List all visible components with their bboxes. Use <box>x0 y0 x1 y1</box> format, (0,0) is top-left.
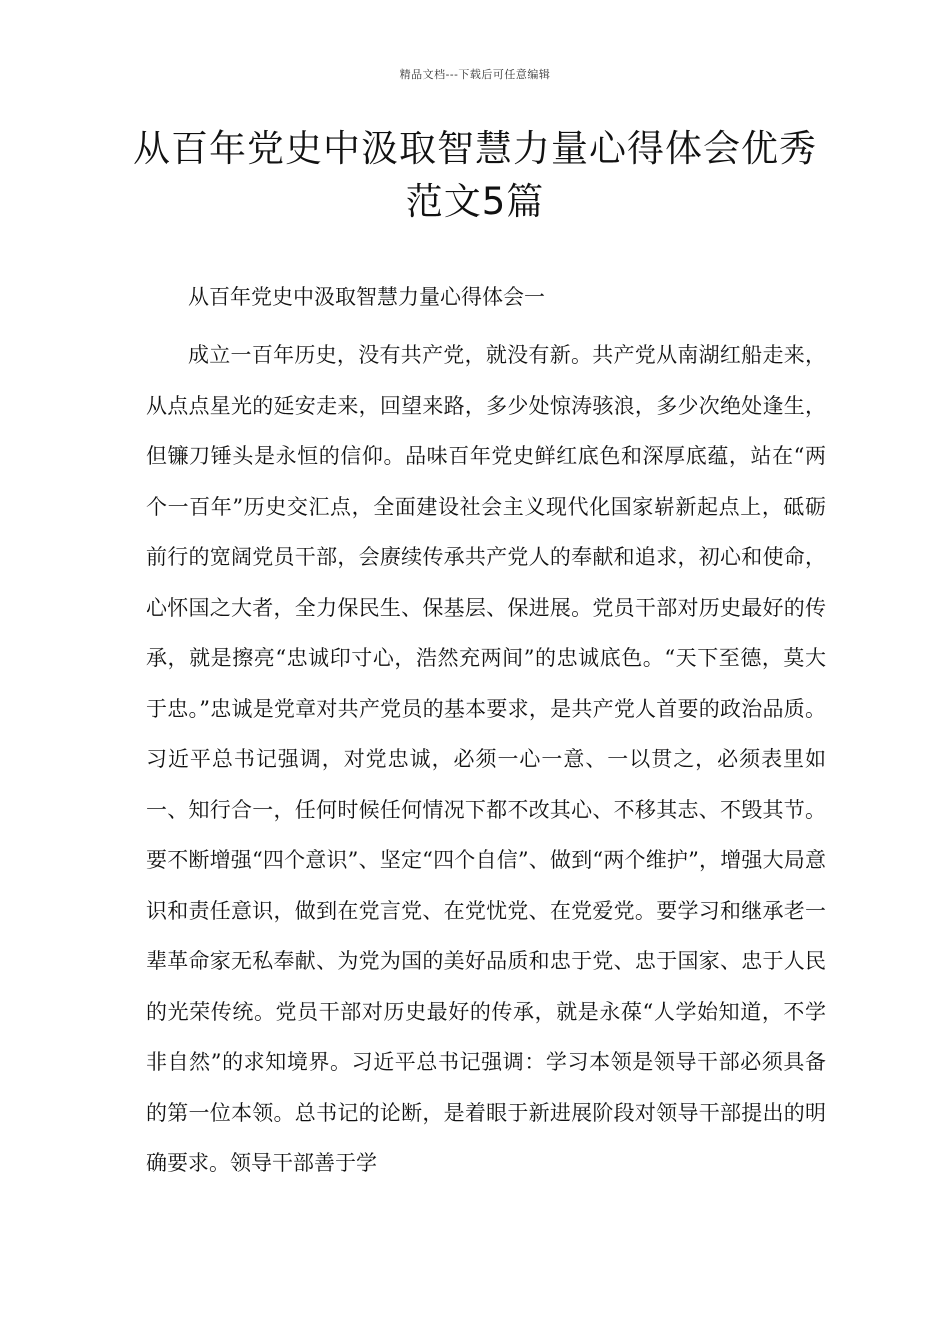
document-title: 从百年党史中汲取智慧力量心得体会优秀范文5篇 <box>133 127 817 223</box>
header-note: 精品文档---下载后可任意编辑 <box>399 68 551 81</box>
section-heading: 从百年党史中汲取智慧力量心得体会一 <box>188 285 545 309</box>
body-paragraph: 成立一百年历史，没有共产党，就没有新。共产党从南湖红船走来，从点点星光的延安走来，回望来路，多少处惊涛骇浪，多少次绝处逢生，但镰刀锤头是永恒的信仰。品味百年党史鲜红底色和深厚底蕴，站在“两个一百年”历史交汇点，全面建设社会主义现代化国家崭新起点上，砥砺前行的宽阔党员干部，会赓续传承共产党人的奉献和追求，初心和使命，心怀国之大者，全力保民生、保基层、保进展。党员干部对历史最好的传承，就是擦亮“忠诚印寸心，浩然充两间”的忠诚底色。“天下至德，莫大于忠。”忠诚是党章对共产党员的基本要求，是共产党人首要的政治品质。习近平总书记强调，对党忠诚，必须一心一意、一以贯之，必须表里如一、知行合一，任何时候任何情况下都不改其心、不移其志、不毁其节。要不断增强“四个意识”、坚定“四个自信”、做到“两个维护”，增强大局意识和责任意识，做到在党言党、在党忧党、在党爱党。要学习和继承老一辈革命家无私奉献、为党为国的美好品质和忠于党、忠于国家、忠于人民的光荣传统。党员干部对历史最好的传承，就是永葆“人学始知道，不学非自然”的求知境界。习近平总书记强调：学习本领是领导干部必须具备的第一位本领。总书记的论断，是着眼于新进展阶段对领导干部提出的明确要求。领导干部善于学 <box>146 343 826 1175</box>
